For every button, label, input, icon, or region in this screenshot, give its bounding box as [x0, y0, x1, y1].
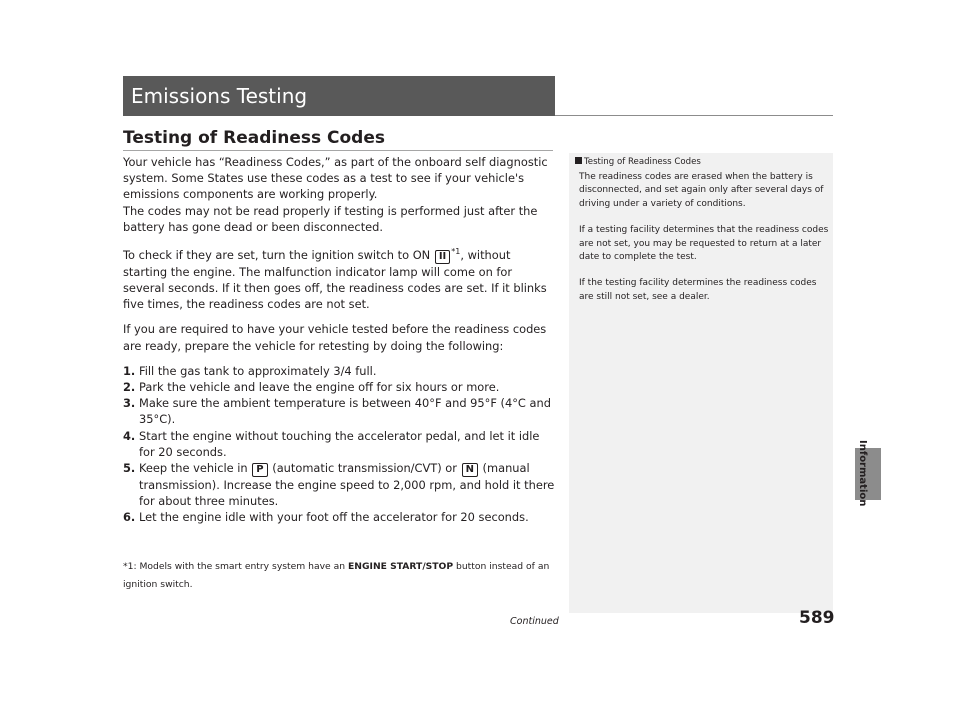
chapter-tab-label: Information [857, 440, 868, 507]
paragraph-retest-intro: If you are required to have your vehicle tested before the readiness codes are ready, prepare the vehicle for retesting by doing the following: [123, 322, 547, 353]
side-note: The readiness codes are erased when the battery is disconnected, and set again only after several days of driving under a variety of conditions. [579, 172, 824, 209]
paragraph-readiness-intro: Your vehicle has “Readiness Codes,” as part of the onboard self diagnostic system. Some States use these codes as a test to see if your vehicle's emissions components are working properly. [123, 155, 548, 202]
reference-marker-icon [575, 157, 582, 164]
banner-rule [555, 115, 833, 116]
side-note: If the testing facility determines the readiness codes are still not set, see a dealer. [579, 278, 817, 302]
ignition-on-key: II [435, 250, 450, 264]
list-item: 4. Start the engine without touching the accelerator pedal, and let it idle for 20 seconds. [123, 428, 540, 459]
list-item: 1. Fill the gas tank to approximately 3/4 full. [123, 363, 377, 378]
check-text-after: , without starting the engine. The malfunction indicator lamp will come on for several seconds. If it then goes off, the readiness codes are set. If it blinks five times, the readiness codes are not set. [123, 247, 547, 312]
footnote-ref: *1 [451, 247, 461, 257]
list-item: 2. Park the vehicle and leave the engine off for six hours or more. [123, 380, 500, 395]
check-text-before: To check if they are set, turn the ignition switch to ON [123, 247, 434, 262]
paragraph-check-procedure [123, 244, 555, 312]
side-notes [579, 171, 829, 317]
page-title: Testing of Readiness Codes [123, 128, 385, 148]
page-number: 589 [799, 608, 835, 628]
neutral-key: N [462, 463, 478, 477]
park-key: P [252, 463, 267, 477]
list-item: 3. Make sure the ambient temperature is between 40°F and 95°F (4°C and 35°C). [123, 396, 551, 427]
paragraph-battery-note: The codes may not be read properly if testing is performed just after the battery has gone dead or been disconnected. [123, 203, 538, 234]
engine-start-stop-label: ENGINE START/STOP [348, 561, 454, 572]
side-note: If a testing facility determines that the readiness codes are not set, you may be requested to return at a later date to complete the test. [579, 225, 829, 263]
continued-label: Continued [510, 616, 559, 627]
retest-steps [123, 363, 555, 526]
section-banner: Emissions Testing [123, 76, 555, 116]
title-rule [123, 150, 553, 151]
footnote: *1: Models with the smart entry system have an ENGINE START/STOP button instead of an ignition switch. [123, 561, 550, 590]
main-body [123, 154, 555, 526]
side-heading: Testing of Readiness Codes [575, 156, 701, 168]
list-item: 5. Keep the vehicle in P (automatic transmission/CVT) or N (manual transmission). Increase the engine speed to 2,000 rpm, and hold it there for about three minutes. [123, 461, 555, 509]
side-notes-panel [569, 153, 833, 613]
list-item: 6. Let the engine idle with your foot off the accelerator for 20 seconds. [123, 510, 529, 525]
